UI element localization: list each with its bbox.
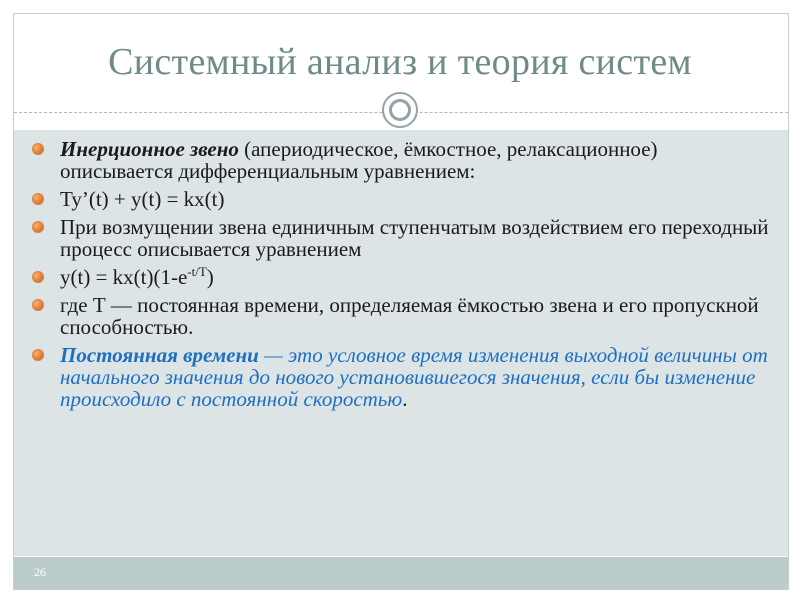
list-item <box>28 216 773 260</box>
equation-base: y(t) = kx(t)(1-e <box>60 265 188 289</box>
slide-title: Системный анализ и теория систем <box>108 41 692 83</box>
definition-end: . <box>402 387 408 411</box>
term-inertial-link: Инерционное звено <box>60 137 239 161</box>
orange-sphere-bullet-icon <box>32 271 44 283</box>
orange-sphere-bullet-icon <box>32 299 44 311</box>
footer-band <box>14 557 788 589</box>
definition-text: — это условное время изменения выходной величины от начального значения до нового установившегося значения, если бы изменение происходило с постоянной скоростью <box>60 343 768 411</box>
bullet-list <box>28 138 773 416</box>
list-item <box>28 344 773 410</box>
bullet-text: При возмущении звена единичным ступенчатым воздействием его переходный процесс описывается уравнением <box>60 215 769 261</box>
orange-sphere-bullet-icon <box>32 143 44 155</box>
list-item <box>28 266 773 288</box>
equation-exponent: -t/T <box>187 264 207 279</box>
list-item <box>28 138 773 182</box>
term-time-constant: Постоянная времени <box>60 343 259 367</box>
list-item <box>28 188 773 210</box>
list-item <box>28 294 773 338</box>
bullet-text: где Т — постоянная времени, определяемая ёмкостью звена и его пропускной способностью. <box>60 293 759 339</box>
equation-text: Ty’(t) + y(t) = kx(t) <box>60 187 225 211</box>
orange-sphere-bullet-icon <box>32 349 44 361</box>
orange-sphere-bullet-icon <box>32 221 44 233</box>
double-ring-circle-icon <box>382 92 418 128</box>
orange-sphere-bullet-icon <box>32 193 44 205</box>
equation-close: ) <box>206 265 214 289</box>
inner-ring <box>389 99 411 121</box>
page-number: 26 <box>34 565 46 579</box>
bullet-text: (апериодическое, ёмкостное, релаксационное) описывается дифференциальным уравнением: <box>60 137 658 183</box>
